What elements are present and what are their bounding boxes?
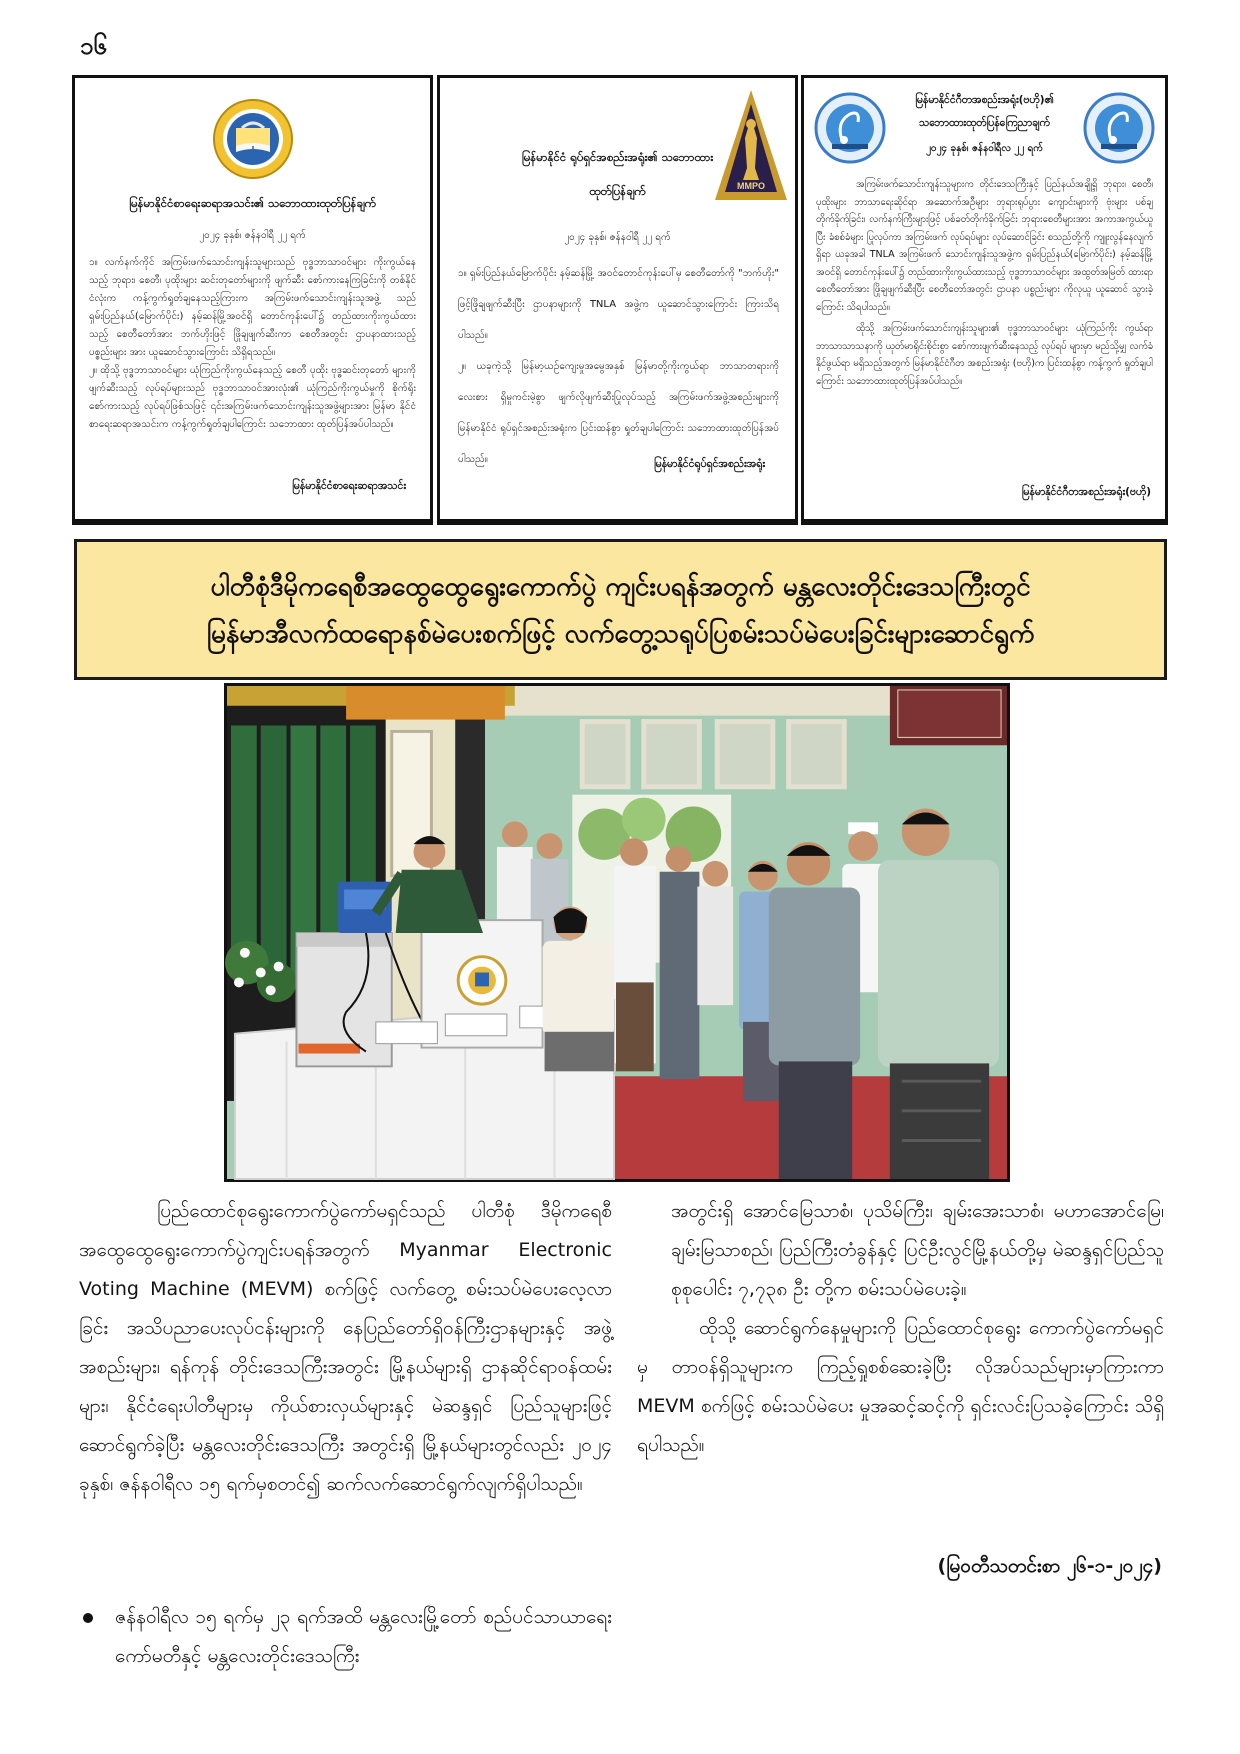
- page-number: ၁၆: [80, 32, 107, 60]
- statement-date: ၂၀၂၄ ခုနှစ်၊ ဇန်နဝါရီလ ၂၂ ရက်: [925, 143, 1044, 154]
- statement-body: [458, 258, 779, 465]
- emblem-lettering: MMPO: [737, 181, 765, 191]
- article-photo: [224, 683, 1010, 1182]
- statement-body: [816, 176, 1153, 476]
- statement-paragraph: ၂။ ထိုသို့ ဗုဒ္ဓဘာသာဝင်များ ယုံကြည်ကိုးကွယ်နေသည့် စေတီ ပုထိုး ဗုဒ္ဓဆင်းတုတော် များကို ဖျက်ဆီးသည့် လုပ်ရပ်များသည် ဗုဒ္ဓဘာသာဝင်အားလုံး၏ ယုံကြည်ကိုးကွယ်မှုကို စိုက်ရိုးစော်ကားသည့် လုပ်ရပ်ဖြစ်သဖြင့် ၎င်းအကြမ်းဖက်သောင်းကျန်းသူအဖွဲ့များအား မြန်မာ နိုင်ငံစာရေးဆရာအသင်းက ကန့်ကွက်ရှုတ်ချပါကြောင်း သဘောထား ထုတ်ပြန်အပ်ပါသည်။: [89, 365, 416, 430]
- statement-paragraph: ၁။ ရှမ်းပြည်နယ်မြောက်ပိုင်း နမ့်ဆန်မြို့ အဝင်တောင်ကုန်းပေါ်မှ စေတီတော်ကို "ဘက်ဟိုး" ဖြင့်ဖြိုချဖျက်ဆီးပြီး ဌာပနာများကို TNLA အဖွဲ့က ယူဆောင်သွားကြောင်း ကြားသိရပါသည်။: [458, 268, 779, 341]
- bullet-text: ဇန်နဝါရီလ ၁၅ ရက်မှ ၂၃ ရက်အထိ မန္တလေးမြို့တော် စည်ပင်သာယာရေးကော်မတီနှင့် မန္တလေးတိုင်းဒေသကြီး: [115, 1606, 612, 1667]
- statement-title: မြန်မာနိုင်ငံဂီတအစည်းအရုံး(ဗဟို)၏: [915, 94, 1054, 106]
- statement-signature: မြန်မာနိုင်ငံရုပ်ရှင်အစည်းအရုံး: [653, 458, 765, 470]
- article-column-right: [637, 1192, 1164, 1465]
- statement-signature: မြန်မာနိုင်ငံဂီတအစည်းအရုံး(ဗဟို): [1021, 486, 1151, 498]
- statement-title-line2: သဘောထားထုတ်ပြန်ကြေညာချက်: [919, 117, 1050, 129]
- statement-film-association: [437, 75, 798, 525]
- statement-title-line2: ထုတ်ပြန်ချက်: [589, 184, 646, 198]
- article-paragraph: ပြည်ထောင်စုရွေးကောက်ပွဲကော်မရှင်သည် ပါတီစုံ ဒီမိုကရေစီအထွေထွေရွေးကောက်ပွဲကျင်းပရန်အတွက် Myanmar Electronic Voting Machine (MEVM) စက်ဖြင့် လက်တွေ့ စမ်းသပ်မဲပေးလေ့လာခြင်း အသိပညာပေးလုပ်ငန်းများကို နေပြည်တော်ရှိဝန်ကြီးဌာနများနှင့် အဖွဲ့အစည်းများ၊ ရန်ကုန် တိုင်းဒေသကြီးအတွင်း မြို့နယ်များရှိ ဌာနဆိုင်ရာဝန်ထမ်း များ၊ နိုင်ငံရေးပါတီများမှ ကိုယ်စားလှယ်များနှင့် မဲဆန္ဒရှင် ပြည်သူများဖြင့် ဆောင်ရွက်ခဲ့ပြီး မန္တလေးတိုင်းဒေသကြီး အတွင်းရှိ မြို့နယ်များတွင်လည်း ၂၀၂၄ ခုနှစ်၊ ဇန်နဝါရီလ ၁၅ ရက်မှစတင်၍ ဆက်လက်ဆောင်ရွက်လျက်ရှိပါသည်။: [79, 1200, 612, 1495]
- bullet-continuation: အတွင်းရှိ အောင်မြေသာစံ၊ ပုသိမ်ကြီး၊ ချမ်းအေးသာစံ၊ မဟာအောင်မြေ၊ ချမ်းမြသာစည်၊ ပြည်ကြီးတံခွန်နှင့် ပြင်ဦးလွင်မြို့နယ်တို့မှ မဲဆန္ဒရှင်ပြည်သူစုစုပေါင်း ၇,၇၃၈ ဦး တို့က စမ်းသပ်မဲပေးခဲ့။: [671, 1200, 1164, 1300]
- article-source-citation: (မြဝတီသတင်းစာ ၂၆-၁-၂၀၂၄): [937, 1555, 1162, 1577]
- article-paragraph: ထိုသို့ ဆောင်ရွက်နေမှုများကို ပြည်ထောင်စုရွေး ကောက်ပွဲကော်မရှင်မှ တာဝန်ရှိသူများက ကြည့်ရှုစစ်ဆေးခဲ့ပြီး လိုအပ်သည်များမှာကြားကာ MEVM စက်ဖြင့် စမ်းသပ်မဲပေး မှုအဆင့်ဆင့်ကို ရှင်းလင်းပြသခဲ့ကြောင်း သိရှိရပါသည်။: [637, 1317, 1164, 1456]
- statement-title: မြန်မာနိုင်ငံစာရေးဆရာအသင်း၏ သဘောထားထုတ်ပြန်ချက်: [129, 196, 376, 210]
- statement-body: [89, 254, 416, 466]
- statement-writers-association: [72, 75, 433, 525]
- ballot-box: [296, 933, 391, 1066]
- statement-paragraph: အကြမ်းဖက်သောင်းကျန်းသူများက တိုင်းဒေသကြီးနှင့် ပြည်နယ်အချို့ရှိ ဘုရား၊ စေတီ၊ ပုထိုးများ ဘာသာရေးဆိုင်ရာ အဆောက်အဦများ ဘုရားရုပ်ပွား ကျောင်းများကို ဗုံးများ ပစ်ချတိုက်ခိုက်ခြင်း၊ လက်နက်ကြီးများဖြင့် ပစ်ခတ်တိုက်ခိုက်ခြင်း ဘုရားစေတီများအား အကာအကွယ်ယူပြီး ခံစစ်ခံများ ပြုလုပ်ကာ အကြမ်းဖက် လုပ်ရပ်များ လုပ်ဆောင်ခြင်း စသည်တို့ကို ကျူးလွန်နေလျက်ရှိရာ ယခုအခါ TNLA အကြမ်းဖက် သောင်းကျန်းသူအဖွဲ့က ရှမ်းပြည်နယ်(မြောက်ပိုင်း) နမ့်ဆန်မြို့အဝင်ရှိ တောင်ကုန်းပေါ်၌ တည်ထားကိုးကွယ်ထားသည့် ဗုဒ္ဓဘာသာဝင်များ အထွတ်အမြတ် ထားရာ စေတီတော်အား ဖြိုချဖျက်ဆီးပြီး စေတီတော်အတွင်း ဌာပနာ ပစ္စည်းများ ကိုလုယူ ယူဆောင် သွားခဲ့ကြောင်း သိရပါသည်။: [816, 179, 1153, 313]
- statement-date: ၂၀၂၄ ခုနှစ်၊ ဇန်နဝါရီ ၂၂ ရက်: [199, 230, 306, 241]
- article-bullet-item: [79, 1598, 612, 1676]
- statement-signature: မြန်မာနိုင်ငံစာရေးဆရာအသင်း: [292, 480, 406, 492]
- man-pale-green-jacket: [878, 809, 999, 1179]
- headline-line-2: မြန်မာအီလက်ထရောနစ်မဲပေးစက်ဖြင့် လက်တွေ့သရုပ်ပြစမ်းသပ်မဲပေးခြင်းများဆောင်ရွက်: [206, 619, 1035, 649]
- statement-title: မြန်မာနိုင်ငံ ရုပ်ရှင်အစည်းအရုံး၏ သဘောထား: [521, 150, 714, 164]
- wall-sign-board: [890, 686, 1007, 745]
- writers-association-logo-icon: [212, 98, 294, 180]
- article-headline: [74, 539, 1167, 680]
- statement-paragraph: ၂။ ယခုကဲ့သို့ မြန်မာ့ယဉ်ကျေးမှုအမွေအနှစ် မြန်မာတို့ကိုးကွယ်ရာ ဘာသာတရားကိုလေးစား ရှိမှုကင်းမဲ့စွာ ဖျက်လိုဖျက်ဆီးပြုလုပ်သည့် အကြမ်းဖက်အဖွဲ့အစည်းများကို မြန်မာနိုင်ငံ ရုပ်ရှင်အစည်းအရုံးက ပြင်းထန်စွာ ရှုတ်ချပါကြောင်း သဘောထားထုတ်ပြန်အပ်ပါသည်။: [458, 361, 779, 465]
- bullet-icon: [83, 1613, 93, 1623]
- headline-line-1: ပါတီစုံဒီမိုကရေစီအထွေထွေရွေးကောက်ပွဲ ကျင်းပရန်အတွက် မန္တလေးတိုင်းဒေသကြီးတွင်: [210, 572, 1031, 602]
- man-gray-jacket: [769, 842, 860, 1179]
- statement-date: ၂၀၂၄ ခုနှစ်၊ ဇန်နဝါရီ ၂၂ ရက်: [564, 232, 671, 243]
- statement-music-association: [801, 75, 1168, 525]
- statement-paragraph: ထိုသို့ အကြမ်းဖက်သောင်းကျန်းသူများ၏ ဗုဒ္ဓဘာသာဝင်များ ယုံကြည်ကိုး ကွယ်ရာ ဘာသာသာသနာကို ယုတ်မာရိုင်းစိုင်းစွာ စော်ကားဖျက်ဆီးနေသည့် လုပ်ရပ် များမှာ မည်သို့မျှ လက်ခံနိုင်ဖွယ်ရာ မရှိသည့်အတွက် မြန်မာနိုင်ငံဂီတ အစည်းအရုံး (ဗဟို)က ပြင်းထန်စွာ ကန့်ကွက် ရှုတ်ချပါကြောင်း သဘောထားထုတ်ပြန်အပ်ပါသည်။: [816, 323, 1153, 387]
- article-column-left: [79, 1192, 612, 1504]
- statement-paragraph: ၁။ လက်နက်ကိုင် အကြမ်းဖက်သောင်းကျန်းသူများသည် ဗုဒ္ဓဘာသာဝင်များ ကိုးကွယ်နေသည့် ဘုရား၊ စေတီ၊ ပုထိုးများ ဆင်းတုတော်များကို ဖျက်ဆီး စော်ကားနေကြခြင်းကို တစ်နိုင်ငံလုံးက ကန့်ကွက်ရှုတ်ချနေသည့်ကြားက အကြမ်းဖက်သောင်းကျန်းသူအဖွဲ့ သည် ရှမ်းပြည်နယ်(မြောက်ပိုင်း) နမ့်ဆန်မြို့အဝင်ရှိ တောင်ကုန်းပေါ်၌ တည်ထားကိုးကွယ်ထားသည့် စေတီတော်အား ဘက်ဟိုးဖြင့် ဖြိုချဖျက်ဆီးကာ စေတီအတွင်း ဌာပနာထားသည့် ပစ္စည်းများ အား ယူဆောင်သွားကြောင်း သိရှိရသည်။: [89, 257, 416, 358]
